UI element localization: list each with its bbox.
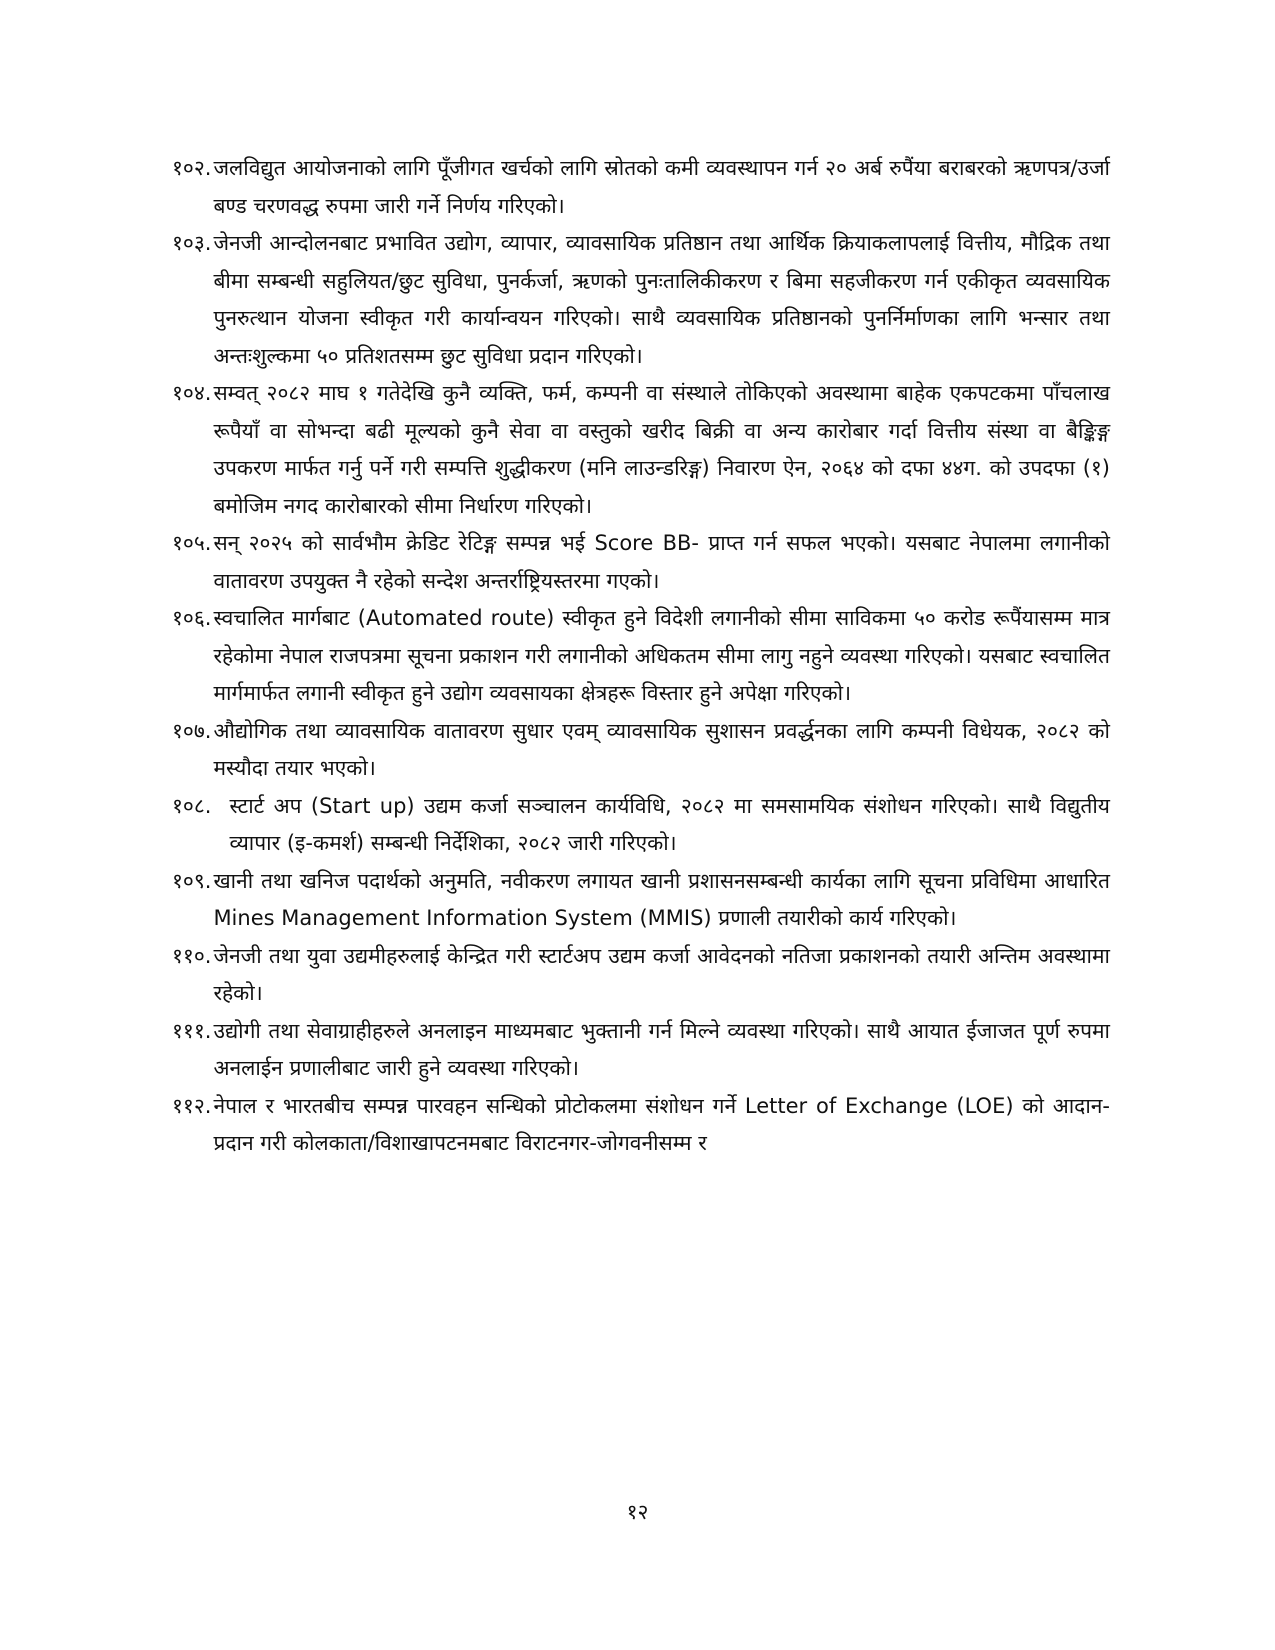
list-item-103 <box>172 225 1110 375</box>
item-number: १०६. <box>172 606 212 630</box>
item-number: १०३. <box>172 231 212 255</box>
item-text: जेनजी तथा युवा उद्यमीहरुलाई केन्द्रित गरी स्टार्टअप उद्यम कर्जा आवेदनको नतिजा प्रकाशनको तयारी अन्तिम अवस्थामा रहेको। <box>213 943 1110 1005</box>
item-number: १०४. <box>172 381 212 405</box>
item-number: ११२. <box>172 1093 212 1118</box>
item-number: १०७. <box>172 718 212 743</box>
list-item-104 <box>172 375 1110 525</box>
item-text: स्टार्ट अप (Start up) उद्यम कर्जा सञ्चालन कार्यविधि, २०८२ मा समसामयिक संशोधन गरिएको। साथै विद्युतीय व्यापार (इ-कमर्श) सम्बन्धी निर्देशिका, २०८२ जारी गरिएको। <box>229 793 1110 855</box>
list-item-111 <box>172 1013 1110 1088</box>
item-number: १०२. <box>172 156 212 180</box>
item-text: औद्योगिक तथा व्यावसायिक वातावरण सुधार एवम् व्यावसायिक सुशासन प्रवर्द्धनका लागि कम्पनी विधेयक, २०८२ को मस्यौदा तयार भएको। <box>213 718 1110 780</box>
list-item-110 <box>172 938 1110 1013</box>
list-item-102 <box>172 150 1110 225</box>
item-text: खानी तथा खनिज पदार्थको अनुमति, नवीकरण लगायत खानी प्रशासनसम्बन्धी कार्यका लागि सूचना प्रविधिमा आधारित Mines Management Information System (MMIS) प्रणाली तयारीको कार्य गरिएको। <box>213 868 1110 930</box>
list-item-112 <box>172 1088 1110 1163</box>
item-text: जेनजी आन्दोलनबाट प्रभावित उद्योग, व्यापार, व्यावसायिक प्रतिष्ठान तथा आर्थिक क्रियाकलापलाई वित्तीय, मौद्रिक तथा बीमा सम्बन्धी सहुलियत/छुट सुविधा, पुनर्कर्जा, ऋणको पुनःतालिकीकरण र बिमा सहजीकरण गर्न एकीकृत व्यवसायिक पुनरुत्थान योजना स्वीकृत गरी कार्यान्वयन गरिएको। साथै व्यवसायिक प्रतिष्ठानको पुनर्निर्माणका लागि भन्सार तथा अन्तःशुल्कमा ५० प्रतिशतसम्म छुट सुविधा प्रदान गरिएको। <box>213 231 1110 368</box>
list-item-108 <box>172 788 1110 863</box>
item-number: १०८. <box>172 793 212 818</box>
item-text: जलविद्युत आयोजनाको लागि पूँजीगत खर्चको लागि स्रोतको कमी व्यवस्थापन गर्न २० अर्ब रुपैंया बराबरको ऋणपत्र/उर्जा बण्ड चरणवद्ध रुपमा जारी गर्ने निर्णय गरिएको। <box>213 156 1110 218</box>
item-number: १०५. <box>172 531 212 555</box>
item-number: १०९. <box>172 868 212 893</box>
item-number: ११०. <box>172 943 212 968</box>
item-number: १११. <box>172 1018 212 1043</box>
item-text: नेपाल र भारतबीच सम्पन्न पारवहन सन्धिको प्रोटोकलमा संशोधन गर्ने Letter of Exchange (LOE) को आदान-प्रदान गरी कोलकाता/विशाखापटनमबाट विराटनगर-जोगवनीसम्म र <box>213 1093 1110 1155</box>
page-number: १२ <box>626 1500 649 1524</box>
list-item-105 <box>172 525 1110 600</box>
list-item-107 <box>172 713 1110 788</box>
item-text: स्वचालित मार्गबाट (Automated route) स्वीकृत हुने विदेशी लगानीको सीमा साविकमा ५० करोड रूपैंयासम्म मात्र रहेकोमा नेपाल राजपत्रमा सूचना प्रकाशन गरी लगानीको अधिकतम सीमा लागु नहुने व्यवस्था गरिएको। यसबाट स्वचालित मार्गमार्फत लगानी स्वीकृत हुने उद्योग व्यवसायका क्षेत्रहरू विस्तार हुने अपेक्षा गरिएको। <box>213 606 1110 705</box>
list-item-106 <box>172 600 1110 713</box>
item-text: सम्वत् २०८२ माघ १ गतेदेखि कुनै व्यक्ति, फर्म, कम्पनी वा संस्थाले तोकिएको अवस्थामा बाहेक एकपटकमा पाँचलाख रूपैयाँ वा सोभन्दा बढी मूल्यको कुनै सेवा वा वस्तुको खरीद बिक्री वा अन्य कारोबार गर्दा वित्तीय संस्था वा बैङ्किङ्ग उपकरण मार्फत गर्नु पर्ने गरी सम्पत्ति शुद्धीकरण (मनि लाउन्डरिङ्ग) निवारण ऐन, २०६४ को दफा ४४ग. को उपदफा (१) बमोजिम नगद कारोबारको सीमा निर्धारण गरिएको। <box>213 381 1110 518</box>
list-item-109 <box>172 863 1110 938</box>
item-text: सन् २०२५ को सार्वभौम क्रेडिट रेटिङ्ग सम्पन्न भई Score BB- प्राप्त गर्न सफल भएको। यसबाट नेपालमा लगानीको वातावरण उपयुक्त नै रहेको सन्देश अन्तर्राष्ट्रियस्तरमा गएको। <box>213 531 1110 593</box>
item-text: उद्योगी तथा सेवाग्राहीहरुले अनलाइन माध्यमबाट भुक्तानी गर्न मिल्ने व्यवस्था गरिएको। साथै आयात ईजाजत पूर्ण रुपमा अनलाईन प्रणालीबाट जारी हुने व्यवस्था गरिएको। <box>213 1018 1110 1080</box>
numbered-list <box>172 150 1110 1163</box>
